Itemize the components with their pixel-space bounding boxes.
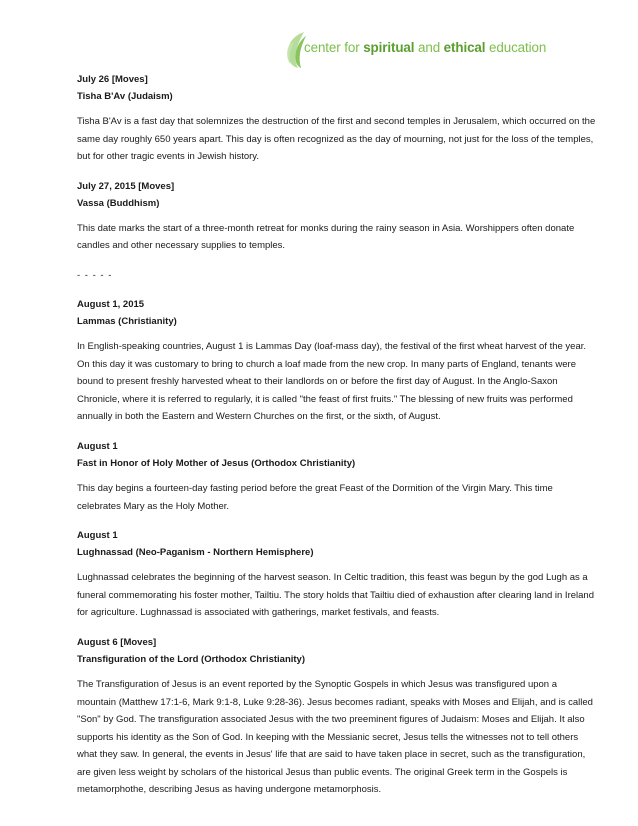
calendar-entry	[77, 71, 597, 166]
entry-description: Tisha B'Av is a fast day that solemnizes the destruction of the first and second temples in Jerusalem, which occurred on the same day roughly 650 years apart. This day is often recognized as the day of mourning, not just for the loss of the temples, but for other tragic events in Jewish history.	[77, 116, 596, 163]
entry-date: August 6 [Moves]	[77, 636, 157, 648]
entry-description: Lughnassad celebrates the beginning of the harvest season. In Celtic tradition, this feast was begun by the god Lugh as a funeral commemorating his foster mother, Tailtiu. The story holds that Tailtiu died of exhaustion after clearing land in Ireland for agriculture. Lughnassad is associated with gatherings, market festivals, and feasts.	[77, 572, 594, 619]
entry-date: August 1	[77, 440, 118, 452]
logo-text-part: and	[414, 40, 444, 55]
entry-title: Lughnassad (Neo-Paganism - Northern Hemisphere)	[77, 547, 314, 559]
logo-text-part: spiritual	[363, 40, 415, 55]
entry-title: Vassa (Buddhism)	[77, 197, 160, 209]
page-header	[282, 30, 602, 70]
logo-text-part: education	[485, 40, 547, 55]
entry-date: July 26 [Moves]	[77, 74, 148, 85]
entry-description: This day begins a fourteen-day fasting period before the great Feast of the Dormition of the Virgin Mary. This time celebrates Mary as the Holy Mother.	[77, 482, 553, 512]
logo-text-part: center for	[304, 40, 364, 55]
calendar-entry	[77, 178, 597, 255]
entry-title: Transfiguration of the Lord (Orthodox Christianity)	[77, 653, 305, 665]
entry-title: Lammas (Christianity)	[77, 315, 177, 327]
calendar-entry	[77, 634, 597, 799]
organization-name	[304, 40, 546, 55]
section-separator: - - - - -	[77, 269, 113, 281]
logo-text-part: ethical	[443, 40, 486, 55]
entry-description: The Transfiguration of Jesus is an event reported by the Synoptic Gospels in which Jesus was transfigured upon a mountain (Matthew 17:1-6, Mark 9:1-8, Luke 9:28-36). Jesus becomes radiant, speaks with Moses and Elijah, and is called "Son" by God. The transfiguration associated Jesus with the two preeminent figures of Judaism: Moses and Elijah. It also supports his identity as the Son of God. In keeping with the Messianic secret, Jesus tells the witnesses not to tell others what they saw. In general, the events in Jesus' life that are said to have taken place in secret, such as the transfiguration, are given less weight by scholars of the historical Jesus than public events. The original Greek term in the Gospels is metamorphothe, describing Jesus as having undergone metamorphosis.	[77, 678, 593, 796]
calendar-entry	[77, 296, 597, 426]
entry-date: August 1, 2015	[77, 298, 145, 310]
entry-description: In English-speaking countries, August 1 is Lammas Day (loaf-mass day), the festival of the first wheat harvest of the year. On this day it was customary to bring to church a loaf made from the new crop. In many parts of England, tenants were bound to present freshly harvested wheat to their landlords on or before the first day of August. In the Anglo-Saxon Chronicle, where it is referred to regularly, it is called "the feast of first fruits." The blessing of new fruits was performed annually in both the Eastern and Western Churches on the first, or the sixth, of August.	[77, 340, 587, 423]
calendar-entry	[77, 527, 597, 622]
entry-title: Fast in Honor of Holy Mother of Jesus (Orthodox Christianity)	[77, 457, 356, 469]
entry-description: This date marks the start of a three-month retreat for monks during the rainy season in Asia. Worshippers often donate candles and other necessary supplies to temples.	[77, 222, 575, 252]
calendar-entry	[77, 438, 597, 515]
entry-date: July 27, 2015 [Moves]	[77, 180, 175, 192]
entry-title: Tisha B'Av (Judaism)	[77, 91, 173, 102]
entry-date: August 1	[77, 530, 118, 542]
calendar-content	[77, 71, 597, 811]
